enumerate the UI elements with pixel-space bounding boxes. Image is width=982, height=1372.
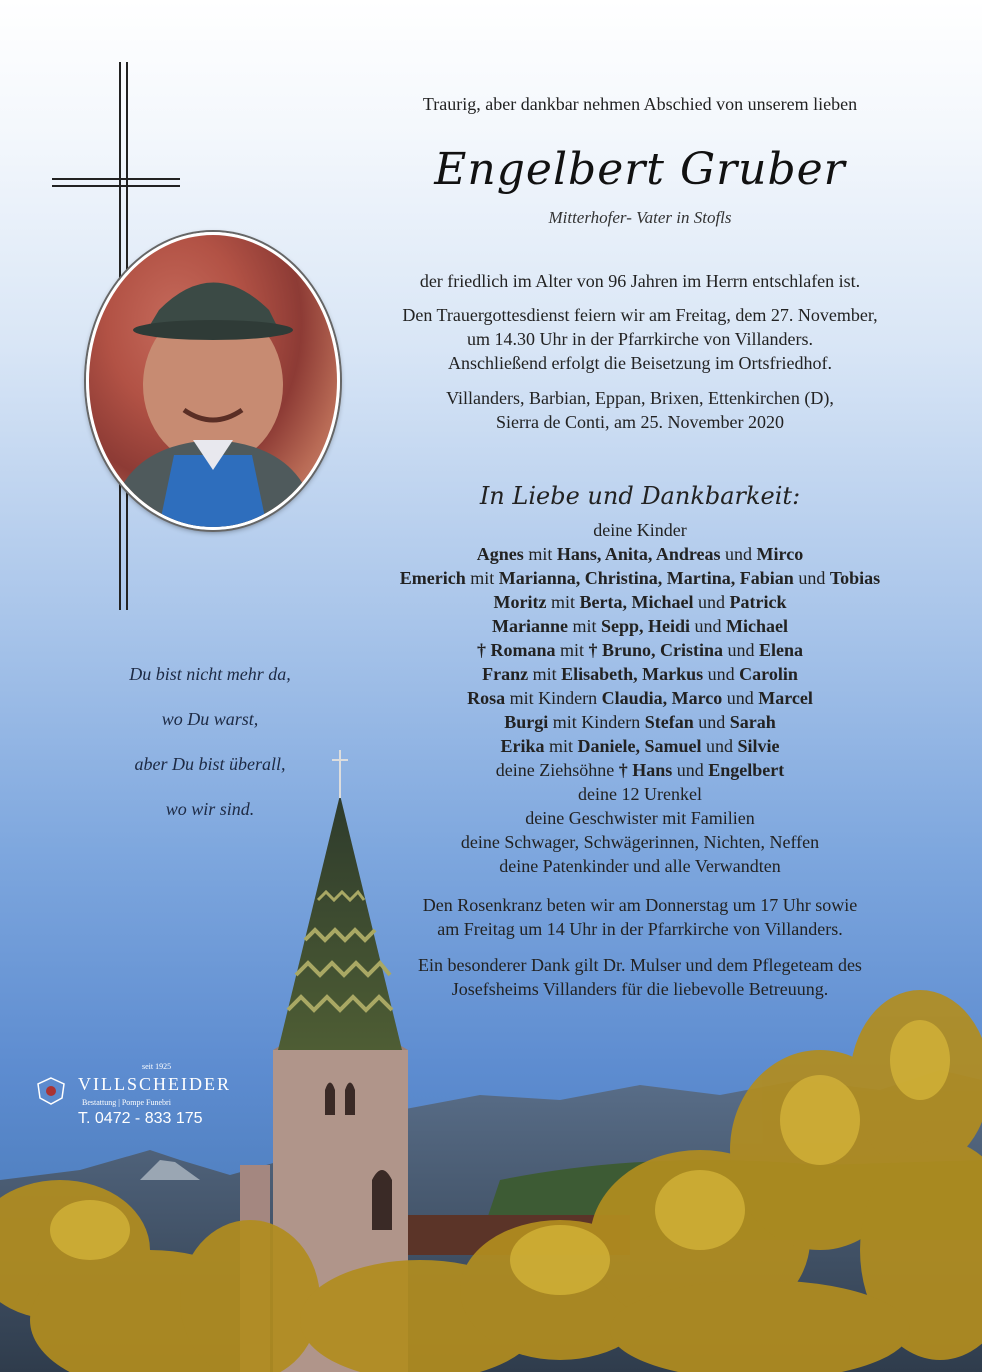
family-row (340, 758, 940, 782)
family-name: Marianna, Christina, Martina, Fabian (498, 568, 794, 588)
family-name: Patrick (729, 592, 787, 612)
family-row (340, 686, 940, 710)
text-line: Den Rosenkranz beten wir am Donnerstag um 17 Uhr sowie (422, 895, 858, 915)
text-line: Ein besonderer Dank gilt Dr. Mulser und dem Pflegeteam des (418, 955, 862, 975)
family-name: Elisabeth, Markus (561, 664, 704, 684)
poem-line: wo Du warst, (161, 709, 259, 729)
family-name: Michael (726, 616, 789, 636)
family-connector: und (672, 760, 709, 780)
logo-subtitle: Bestattung | Pompe Funebri (82, 1098, 171, 1107)
family-connector: und (693, 592, 730, 612)
family-rows (340, 542, 940, 782)
family-connector: und (693, 712, 730, 732)
family-connector: und (720, 544, 757, 564)
family-name: Marcel (758, 688, 813, 708)
family-row (340, 566, 940, 590)
family-name: Engelbert (708, 760, 785, 780)
text-line: deine 12 Urenkel (578, 784, 702, 804)
family-name: Mirco (756, 544, 804, 564)
family-connector: mit (546, 592, 580, 612)
mourners-heading: In Liebe und Dankbarkeit: (479, 482, 801, 510)
text-line: deine Geschwister mit Familien (525, 808, 755, 828)
text-line: um 14.30 Uhr in der Pfarrkirche von Villanders. (466, 329, 813, 349)
family-name: Silvie (737, 736, 780, 756)
family-name: Elena (759, 640, 804, 660)
family-connector: und (690, 616, 727, 636)
family-name: Agnes (476, 544, 524, 564)
family-name: Sarah (729, 712, 776, 732)
family-row (340, 734, 940, 758)
text-line: deine Schwager, Schwägerinnen, Nichten, Neffen (460, 832, 820, 852)
rosary-info (370, 893, 910, 941)
family-name: Erika (500, 736, 545, 756)
family-connector: mit (567, 616, 601, 636)
family-connector: und (701, 736, 738, 756)
family-connector: und (723, 640, 760, 660)
place-date-line (370, 386, 910, 434)
kinder-label: deine Kinder (593, 520, 687, 540)
deceased-subtitle: Mitterhofer- Vater in Stofls (548, 208, 732, 227)
family-name: † Hans (618, 760, 673, 780)
text-line: Villanders, Barbian, Eppan, Brixen, Ettenkirchen (D), (446, 388, 834, 408)
family-name: Carolin (739, 664, 798, 684)
family-row (340, 590, 940, 614)
funeral-service-info (370, 303, 910, 375)
family-name: † Romana (476, 640, 556, 660)
poem-line: wo wir sind. (165, 799, 255, 819)
logo-brand: VILLSCHEIDER (78, 1074, 231, 1094)
family-name: Emerich (399, 568, 466, 588)
family-row (340, 710, 940, 734)
family-name: Tobias (829, 568, 881, 588)
family-connector: deine Ziehsöhne (495, 760, 619, 780)
text-line: am Freitag um 14 Uhr in der Pfarrkirche von Villanders. (437, 919, 843, 939)
family-name: Daniele, Samuel (577, 736, 702, 756)
text-line: Den Trauergottesdienst feiern wir am Freitag, dem 27. November, (402, 305, 878, 325)
family-row (340, 614, 940, 638)
mourners-list (340, 518, 940, 878)
family-row (340, 662, 940, 686)
family-name: Marianne (491, 616, 568, 636)
family-name: Hans, Anita, Andreas (556, 544, 721, 564)
funeral-home-logo (34, 1062, 234, 1132)
intro-text: Traurig, aber dankbar nehmen Abschied von unserem lieben (422, 94, 858, 114)
family-name: Stefan (644, 712, 694, 732)
cross-horizontal-line-2 (52, 185, 180, 187)
text-line: Sierra de Conti, am 25. November 2020 (496, 412, 784, 432)
poem (100, 652, 320, 832)
family-connector: und (722, 688, 759, 708)
family-name: Sepp, Heidi (601, 616, 691, 636)
family-connector: und (793, 568, 830, 588)
family-connector: mit Kindern (548, 712, 645, 732)
family-row (340, 638, 940, 662)
family-name: Claudia, Marco (601, 688, 723, 708)
family-connector: mit (465, 568, 499, 588)
logo-since: seit 1925 (142, 1062, 172, 1071)
text-line: Josefsheims Villanders für die liebevolle Betreuung. (451, 979, 829, 999)
family-name: Franz (482, 664, 529, 684)
family-name: Rosa (467, 688, 506, 708)
crest-icon (34, 1076, 68, 1106)
family-row (340, 542, 940, 566)
family-connector: mit Kindern (505, 688, 602, 708)
death-statement: der friedlich im Alter von 96 Jahren im Herrn entschlafen ist. (419, 271, 861, 291)
family-connector: mit (544, 736, 578, 756)
logo-phone: T. 0472 - 833 175 (78, 1110, 203, 1127)
deceased-name: Engelbert Gruber (434, 144, 846, 195)
family-connector: und (703, 664, 740, 684)
family-name: Berta, Michael (579, 592, 694, 612)
family-connector: mit (523, 544, 557, 564)
portrait-photo (86, 232, 340, 530)
family-connector: mit (528, 664, 562, 684)
poem-line: aber Du bist überall, (134, 754, 286, 774)
thanks-note (370, 953, 910, 1001)
poem-line: Du bist nicht mehr da, (129, 664, 291, 684)
family-name: Moritz (493, 592, 547, 612)
family-name: Burgi (504, 712, 549, 732)
cross-horizontal-line (52, 178, 180, 180)
text-line: Anschließend erfolgt die Beisetzung im Ortsfriedhof. (448, 353, 832, 373)
family-name: † Bruno, Cristina (588, 640, 724, 660)
family-connector: mit (555, 640, 589, 660)
text-line: deine Patenkinder und alle Verwandten (499, 856, 781, 876)
